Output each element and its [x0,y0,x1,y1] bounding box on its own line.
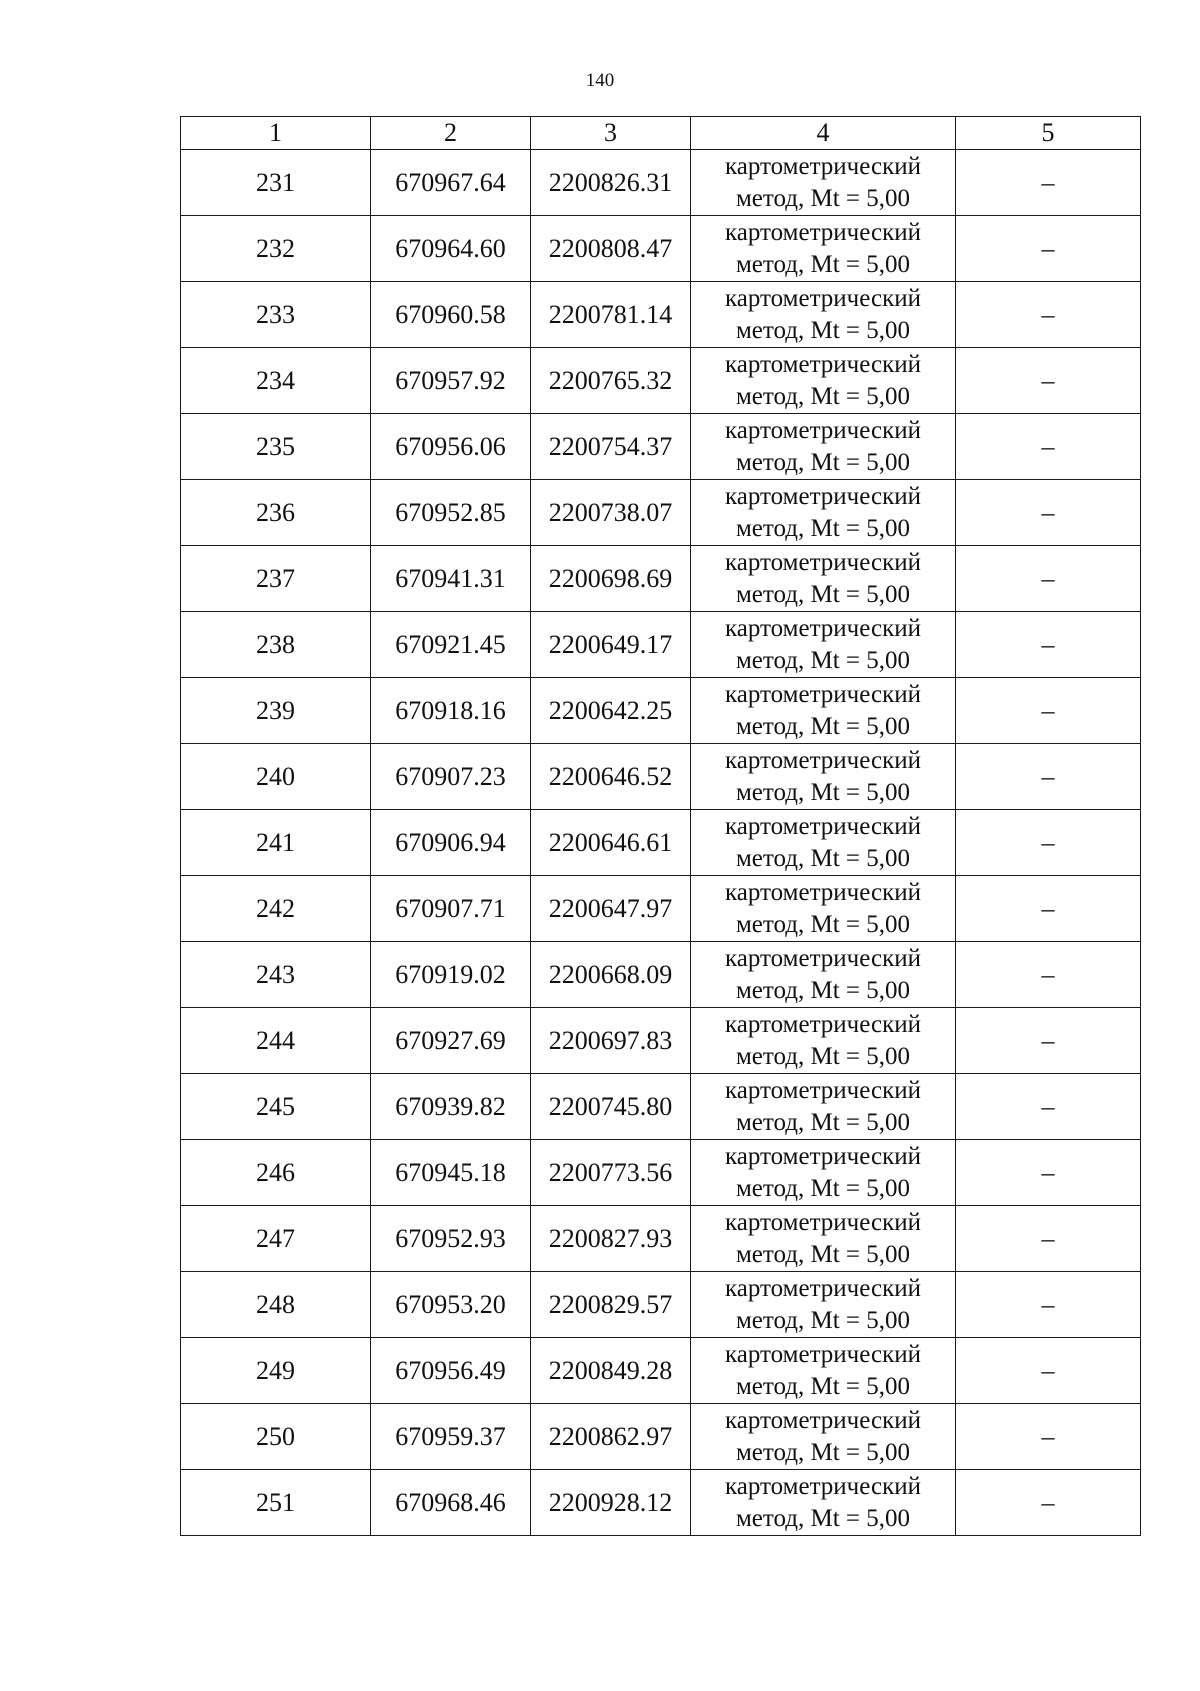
method-line-1: картометрический [725,1472,921,1500]
method-line-1: картометрический [725,680,921,708]
method-cell [691,1272,956,1338]
method-line-1: картометрический [725,416,921,444]
method-line-2: метод, Mt = 5,00 [735,1240,911,1268]
y-coordinate: 2200745.80 [531,1074,691,1140]
point-number: 241 [181,810,371,876]
table-row [181,1206,1141,1272]
x-coordinate: 670919.02 [371,942,531,1008]
table-row [181,1404,1141,1470]
x-coordinate: 670953.20 [371,1272,531,1338]
y-coordinate: 2200642.25 [531,678,691,744]
method-cell [691,414,956,480]
x-coordinate: 670941.31 [371,546,531,612]
table-row [181,282,1141,348]
point-number: 236 [181,480,371,546]
point-number: 237 [181,546,371,612]
y-coordinate: 2200738.07 [531,480,691,546]
note-cell: – [956,1074,1141,1140]
method-line-1: картометрический [725,152,921,180]
note-cell: – [956,1140,1141,1206]
point-number: 240 [181,744,371,810]
header-col-2: 2 [371,117,531,150]
table-row [181,744,1141,810]
x-coordinate: 670921.45 [371,612,531,678]
y-coordinate: 2200754.37 [531,414,691,480]
y-coordinate: 2200829.57 [531,1272,691,1338]
method-line-2: метод, Mt = 5,00 [735,1372,911,1400]
method-line-1: картометрический [725,944,921,972]
point-number: 231 [181,150,371,216]
method-cell [691,282,956,348]
method-line-1: картометрический [725,1010,921,1038]
method-line-2: метод, Mt = 5,00 [735,1174,911,1202]
header-row [181,117,1141,150]
method-line-1: картометрический [725,746,921,774]
table-row [181,1338,1141,1404]
method-cell [691,1074,956,1140]
method-cell [691,150,956,216]
point-number: 246 [181,1140,371,1206]
note-cell: – [956,282,1141,348]
x-coordinate: 670906.94 [371,810,531,876]
method-line-2: метод, Mt = 5,00 [735,382,911,410]
method-line-2: метод, Mt = 5,00 [735,976,911,1004]
header-col-3: 3 [531,117,691,150]
method-line-1: картометрический [725,1340,921,1368]
y-coordinate: 2200862.97 [531,1404,691,1470]
method-cell [691,1404,956,1470]
method-line-2: метод, Mt = 5,00 [735,1438,911,1466]
method-line-2: метод, Mt = 5,00 [735,580,911,608]
method-line-1: картометрический [725,614,921,642]
method-cell [691,546,956,612]
y-coordinate: 2200827.93 [531,1206,691,1272]
note-cell: – [956,546,1141,612]
method-line-1: картометрический [725,812,921,840]
method-line-1: картометрический [725,218,921,246]
note-cell: – [956,1470,1141,1536]
method-line-2: метод, Mt = 5,00 [735,1042,911,1070]
note-cell: – [956,348,1141,414]
note-cell: – [956,876,1141,942]
method-line-2: метод, Mt = 5,00 [735,1306,911,1334]
point-number: 245 [181,1074,371,1140]
note-cell: – [956,612,1141,678]
method-line-1: картометрический [725,1406,921,1434]
point-number: 248 [181,1272,371,1338]
method-line-1: картометрический [725,1274,921,1302]
point-number: 251 [181,1470,371,1536]
table-row [181,480,1141,546]
note-cell: – [956,480,1141,546]
method-line-2: метод, Mt = 5,00 [735,1504,911,1532]
method-line-2: метод, Mt = 5,00 [735,778,911,806]
method-line-2: метод, Mt = 5,00 [735,712,911,740]
table-row [181,1074,1141,1140]
method-cell [691,216,956,282]
method-line-1: картометрический [725,1208,921,1236]
x-coordinate: 670968.46 [371,1470,531,1536]
note-cell: – [956,810,1141,876]
x-coordinate: 670952.93 [371,1206,531,1272]
note-cell: – [956,1404,1141,1470]
coordinates-table [180,116,1141,1536]
table-row [181,1008,1141,1074]
table-row [181,348,1141,414]
point-number: 250 [181,1404,371,1470]
method-line-2: метод, Mt = 5,00 [735,448,911,476]
table-row [181,876,1141,942]
point-number: 235 [181,414,371,480]
x-coordinate: 670956.06 [371,414,531,480]
x-coordinate: 670927.69 [371,1008,531,1074]
table-row [181,414,1141,480]
y-coordinate: 2200647.97 [531,876,691,942]
point-number: 249 [181,1338,371,1404]
method-line-1: картометрический [725,878,921,906]
method-line-2: метод, Mt = 5,00 [735,316,911,344]
table-row [181,1272,1141,1338]
y-coordinate: 2200668.09 [531,942,691,1008]
x-coordinate: 670907.23 [371,744,531,810]
point-number: 238 [181,612,371,678]
method-line-2: метод, Mt = 5,00 [735,910,911,938]
table-row [181,612,1141,678]
table-row [181,678,1141,744]
method-cell [691,1470,956,1536]
y-coordinate: 2200928.12 [531,1470,691,1536]
table-row [181,150,1141,216]
x-coordinate: 670957.92 [371,348,531,414]
y-coordinate: 2200646.52 [531,744,691,810]
method-cell [691,480,956,546]
method-cell [691,810,956,876]
method-cell [691,1206,956,1272]
table-header [181,117,1141,150]
method-cell [691,1008,956,1074]
method-line-1: картометрический [725,548,921,576]
table-row [181,546,1141,612]
method-line-1: картометрический [725,1076,921,1104]
point-number: 244 [181,1008,371,1074]
note-cell: – [956,1008,1141,1074]
x-coordinate: 670960.58 [371,282,531,348]
x-coordinate: 670945.18 [371,1140,531,1206]
point-number: 234 [181,348,371,414]
header-col-1: 1 [181,117,371,150]
method-cell [691,744,956,810]
method-cell [691,678,956,744]
table-row [181,810,1141,876]
x-coordinate: 670964.60 [371,216,531,282]
method-line-2: метод, Mt = 5,00 [735,1108,911,1136]
note-cell: – [956,942,1141,1008]
method-line-1: картометрический [725,284,921,312]
y-coordinate: 2200781.14 [531,282,691,348]
x-coordinate: 670959.37 [371,1404,531,1470]
table-body [181,150,1141,1536]
page-number: 140 [585,70,615,91]
note-cell: – [956,744,1141,810]
y-coordinate: 2200773.56 [531,1140,691,1206]
y-coordinate: 2200826.31 [531,150,691,216]
x-coordinate: 670967.64 [371,150,531,216]
method-line-2: метод, Mt = 5,00 [735,844,911,872]
note-cell: – [956,150,1141,216]
method-cell [691,1140,956,1206]
header-col-4: 4 [691,117,956,150]
table-row [181,1470,1141,1536]
method-line-1: картометрический [725,482,921,510]
header-col-5: 5 [956,117,1141,150]
method-line-2: метод, Mt = 5,00 [735,250,911,278]
note-cell: – [956,216,1141,282]
y-coordinate: 2200698.69 [531,546,691,612]
note-cell: – [956,678,1141,744]
method-cell [691,348,956,414]
x-coordinate: 670956.49 [371,1338,531,1404]
method-line-1: картометрический [725,350,921,378]
note-cell: – [956,1272,1141,1338]
x-coordinate: 670952.85 [371,480,531,546]
point-number: 243 [181,942,371,1008]
note-cell: – [956,414,1141,480]
x-coordinate: 670939.82 [371,1074,531,1140]
method-line-2: метод, Mt = 5,00 [735,184,911,212]
method-line-2: метод, Mt = 5,00 [735,514,911,542]
note-cell: – [956,1206,1141,1272]
y-coordinate: 2200646.61 [531,810,691,876]
x-coordinate: 670918.16 [371,678,531,744]
y-coordinate: 2200697.83 [531,1008,691,1074]
method-cell [691,876,956,942]
point-number: 239 [181,678,371,744]
table-row [181,216,1141,282]
y-coordinate: 2200849.28 [531,1338,691,1404]
point-number: 232 [181,216,371,282]
method-line-2: метод, Mt = 5,00 [735,646,911,674]
point-number: 247 [181,1206,371,1272]
y-coordinate: 2200808.47 [531,216,691,282]
y-coordinate: 2200765.32 [531,348,691,414]
point-number: 242 [181,876,371,942]
method-cell [691,612,956,678]
method-line-1: картометрический [725,1142,921,1170]
method-cell [691,1338,956,1404]
method-cell [691,942,956,1008]
table-row [181,1140,1141,1206]
table-row [181,942,1141,1008]
note-cell: – [956,1338,1141,1404]
x-coordinate: 670907.71 [371,876,531,942]
point-number: 233 [181,282,371,348]
y-coordinate: 2200649.17 [531,612,691,678]
